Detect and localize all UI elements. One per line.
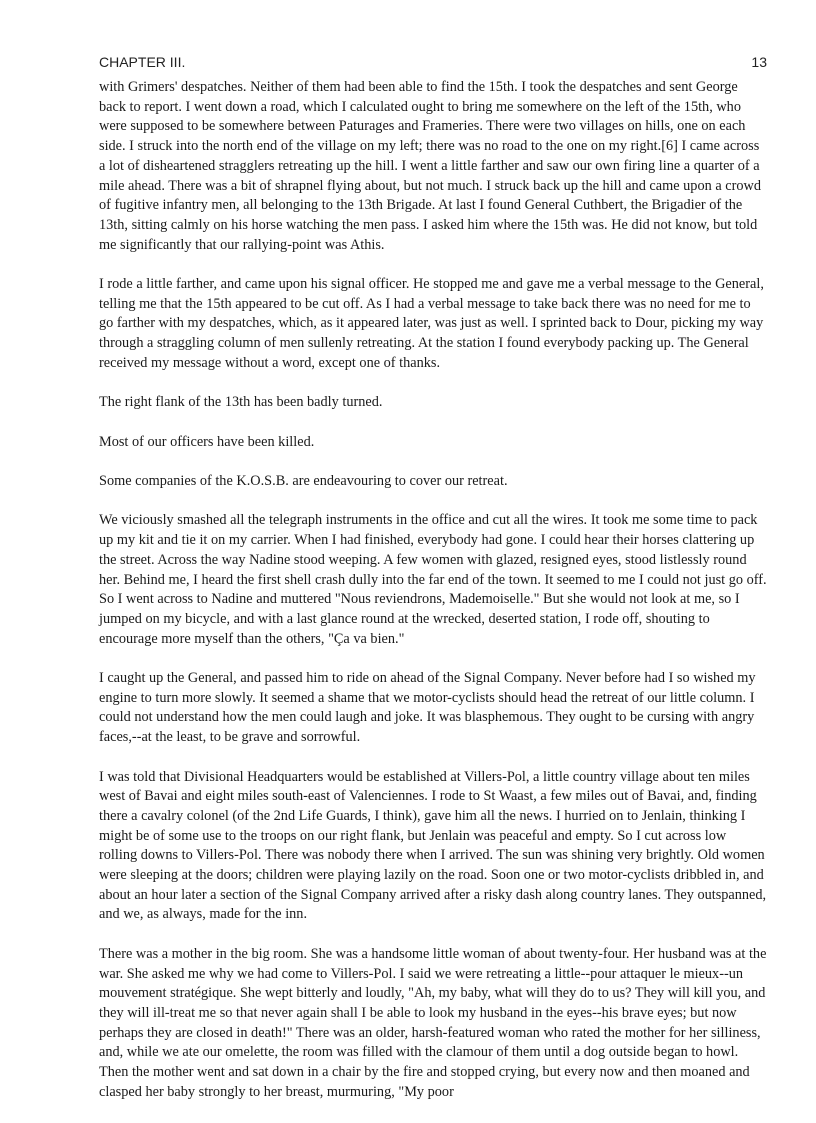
paragraph: with Grimers' despatches. Neither of them had been able to find the 15th. I took the despatches and sent George back to report. I went down a road, which I calculated ought to bring me somewhere on the left of the 15th, who were supposed to be somewhere between Paturages and Frameries. There were two villages on hills, one on each side. I struck into the north end of the village on my left; there was no road to the one on my right.[6] I came across a lot of disheartened stragglers retreating up the hill. I went a little farther and saw our own firing line a quarter of a mile ahead. There was a bit of shrapnel flying about, but not much. I struck back up the hill and came upon a crowd of fugitive infantry men, all belonging to the 13th Brigade. At last I found General Cuthbert, the Brigadier of the 13th, sitting calmly on his horse watching the men pass. I asked him where the 15th was. He did not know, but told me significantly that our rallying-point was Athis. — [99, 79, 761, 253]
paragraph: I caught up the General, and passed him to ride on ahead of the Signal Company. Never before had I so wished my engine to turn more slowly. It seemed a shame that we motor-cyclists should head the retreat of our little column. I could not understand how the men could laugh and joke. It was blasphemous. They ought to be cursing with angry faces,--at the least, to be grave and sorrowful. — [99, 670, 756, 746]
paragraph: I rode a little farther, and came upon his signal officer. He stopped me and gave me a verbal message to the General, telling me that the 15th appeared to be cut off. As I had a verbal message to take back there was no need for me to go farther with my despatches, which, as it appeared later, was just as well. I sprinted back to Dour, picking my way through a straggling column of men sullenly retreating. At the station I found everybody packing up. The General received my message without a word, except one of thanks. — [99, 276, 764, 371]
paragraph: We viciously smashed all the telegraph instruments in the office and cut all the wires. It took me some time to pack up my kit and tie it on my carrier. When I had finished, everybody had gone. I could hear their horses clattering up the street. Across the way Nadine stood weeping. A few women with glazed, resigned eyes, stood listlessly round her. Behind me, I heard the first shell crash dully into the far end of the town. It seemed to me I could not just go off. So I went across to Nadine and muttered "Nous reviendrons, Mademoiselle." But she would not look at me, so I jumped on my bicycle, and with a last glance round at the wrecked, deserted station, I rode off, shouting to encourage more myself than the others, "Ça va bien." — [99, 512, 767, 647]
page-number: 13 — [751, 54, 767, 70]
paragraph: I was told that Divisional Headquarters would be established at Villers-Pol, a little country village about ten miles west of Bavai and eight miles south-east of Valenciennes. I rode to St Waast, a few miles out of Bavai, and, finding there a cavalry colonel (of the 2nd Life Guards, I think), gave him all the news. I hurried on to Jenlain, thinking I might be of some use to the troops on our right flank, but Jenlain was peaceful and empty. So I cut across low rolling downs to Villers-Pol. There was nobody there when I arrived. The sun was shining very brightly. Old women were sleeping at the doors; children were playing lazily on the road. Soon one or two motor-cyclists dribbled in, and about an hour later a section of the Signal Company arrived after a risky dash along country lanes. They outspanned, and we, as always, made for the inn. — [99, 768, 767, 923]
chapter-title: CHAPTER III. — [99, 54, 186, 70]
paragraph: There was a mother in the big room. She was a handsome little woman of about twenty-four. Her husband was at the war. She asked me why we had come to Villers-Pol. I said we were retreating a little--pour attaquer le mieux--un mouvement stratégique. She wept bitterly and loudly, "Ah, my baby, what will they do to us? They will kill you, and they will ill-treat me so that never again shall I be able to look my husband in the eyes--his brave eyes; but now perhaps they are closed in death!" There was an older, harsh-featured woman who rated the mother for her silliness, and, while we ate our omelette, the room was filled with the clamour of them until a dog outside began to howl. Then the mother went and sat down in a chair by the fire and stopped crying, but every now and then moaned and clasped her baby strongly to her breast, murmuring, "My poor — [99, 945, 767, 1100]
paragraph: Some companies of the K.O.S.B. are endeavouring to cover our retreat. — [99, 473, 508, 489]
paragraph: Most of our officers have been killed. — [99, 433, 315, 450]
running-header — [99, 52, 767, 72]
body-text — [99, 78, 767, 1122]
paragraph: The right flank of the 13th has been badly turned. — [99, 394, 383, 411]
